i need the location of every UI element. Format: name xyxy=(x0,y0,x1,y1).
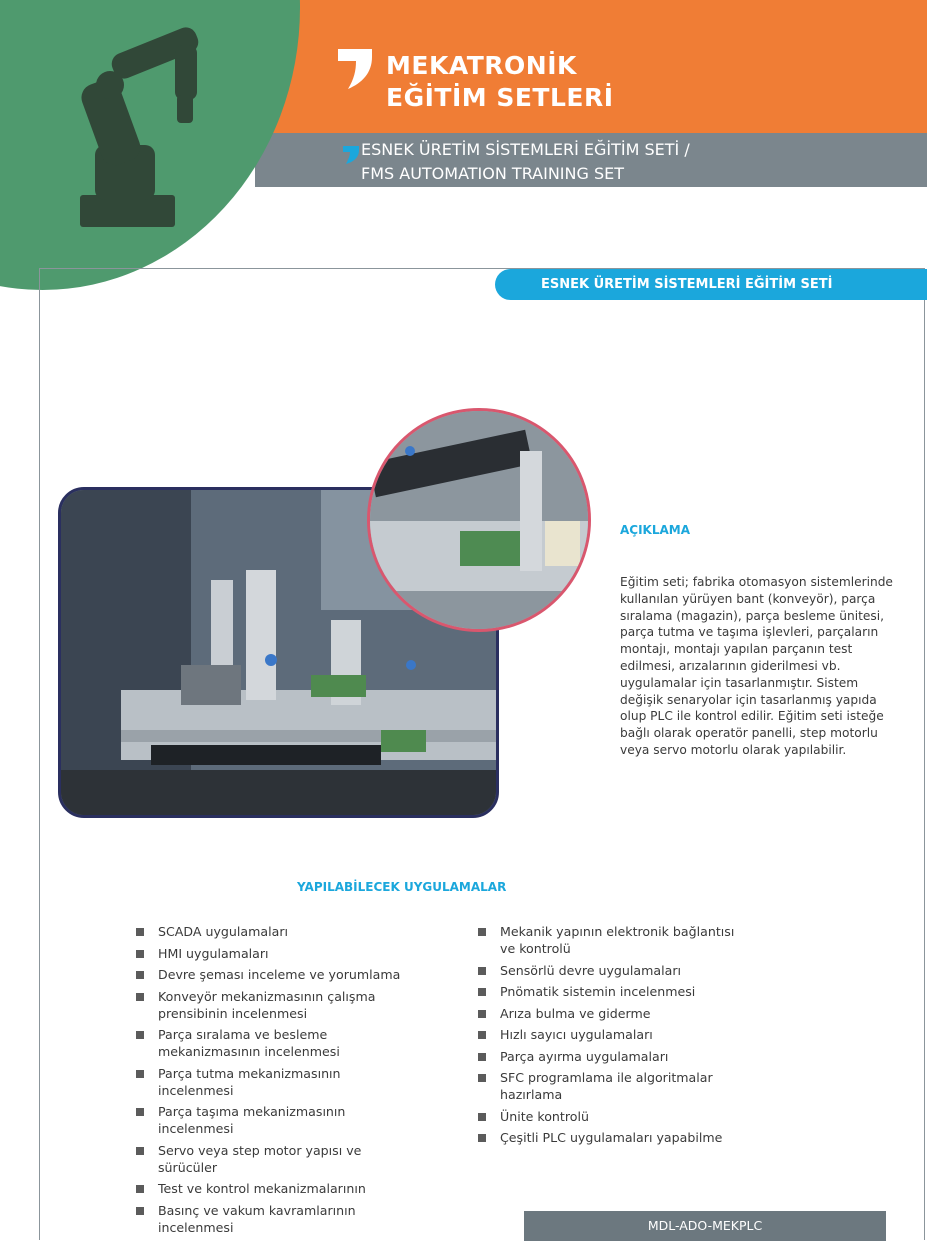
title-line-2: EĞİTİM SETLERİ xyxy=(386,83,614,112)
application-item xyxy=(136,1065,406,1099)
subtitle-mark-icon xyxy=(343,146,359,164)
application-item-label: Servo veya step motor yapısı ve sürücüler xyxy=(158,1142,362,1175)
application-item xyxy=(478,1026,748,1043)
bullet-square-icon xyxy=(136,1185,144,1193)
application-item xyxy=(478,962,748,979)
application-item xyxy=(478,983,748,1000)
bullet-square-icon xyxy=(478,1010,486,1018)
title-line-1: MEKATRONİK xyxy=(386,51,577,80)
bullet-square-icon xyxy=(136,1070,144,1078)
bullet-square-icon xyxy=(478,988,486,996)
application-item xyxy=(136,966,406,983)
bullet-square-icon xyxy=(478,928,486,936)
bullet-square-icon xyxy=(478,967,486,975)
application-item xyxy=(478,1069,748,1103)
description-text: Eğitim seti; fabrika otomasyon sistemlerinde kullanılan yürüyen bant (konveyör), parça sıralama (magazin), parça besleme ünitesi, parça tutma ve taşıma işlevleri, parçaların montajı, montajı yapılan parçanın test edilmesi, arızalarının giderilmesi vb. uygulamalar için tasarlanmıştır. Sistem değişik senaryolar için tasarlanmış yapıda olup PLC ile kontrol edilir. Eğitim seti isteğe bağlı olarak operatör panelli, step motorlu veya servo motorlu olarak yapılabilir. xyxy=(620,575,893,757)
application-item-label: Parça tutma mekanizmasının incelenmesi xyxy=(158,1065,341,1098)
application-item-label: Çeşitli PLC uygulamaları yapabilme xyxy=(500,1130,723,1145)
application-item xyxy=(136,1103,406,1137)
application-item xyxy=(478,1108,748,1125)
application-item-label: Basınç ve vakum kavramlarının incelenmesi xyxy=(158,1202,356,1235)
applications-heading: YAPILABİLECEK UYGULAMALAR xyxy=(297,880,507,894)
bullet-square-icon xyxy=(136,1207,144,1215)
application-item xyxy=(136,945,406,962)
application-item xyxy=(478,923,748,957)
conveyor-detail-illustration xyxy=(370,411,588,629)
applications-list-right xyxy=(478,923,748,1151)
bullet-square-icon xyxy=(478,1113,486,1121)
page-title xyxy=(386,50,614,114)
application-item xyxy=(136,1180,406,1197)
bullet-square-icon xyxy=(136,1031,144,1039)
application-item xyxy=(478,1129,748,1146)
bullet-square-icon xyxy=(478,1031,486,1039)
application-item-label: Parça sıralama ve besleme mekanizmasının incelenmesi xyxy=(158,1027,340,1059)
application-item xyxy=(136,988,406,1022)
application-item-label: Hızlı sayıcı uygulamaları xyxy=(500,1027,653,1042)
application-item xyxy=(478,1048,748,1065)
application-item xyxy=(478,1005,748,1022)
application-item-label: Konveyör mekanizmasının çalışma prensibinin incelenmesi xyxy=(158,988,376,1021)
application-item-label: HMI uygulamaları xyxy=(158,945,269,961)
bullet-square-icon xyxy=(136,928,144,936)
applications-list-left xyxy=(136,923,406,1240)
application-item-label: Arıza bulma ve giderme xyxy=(500,1005,651,1021)
bullet-square-icon xyxy=(136,971,144,979)
product-photo-detail xyxy=(367,408,591,632)
bullet-square-icon xyxy=(478,1134,486,1142)
description-heading: AÇIKLAMA xyxy=(620,523,691,537)
bullet-square-icon xyxy=(136,993,144,1001)
application-item xyxy=(136,1142,406,1176)
brand-mark-icon xyxy=(338,49,372,89)
application-item xyxy=(136,1026,406,1060)
product-code: MDL-ADO-MEKPLC xyxy=(647,1218,763,1233)
bullet-square-icon xyxy=(136,950,144,958)
application-item-label: Ünite kontrolü xyxy=(500,1108,589,1124)
bullet-square-icon xyxy=(478,1053,486,1061)
page-subtitle xyxy=(361,138,690,186)
application-item-label: Sensörlü devre uygulamaları xyxy=(500,962,682,978)
application-item-label: Parça taşıma mekanizmasının incelenmesi xyxy=(158,1104,346,1136)
bullet-square-icon xyxy=(478,1074,486,1082)
subtitle-line-1: ESNEK ÜRETİM SİSTEMLERİ EĞİTİM SETİ / xyxy=(361,140,690,159)
application-item-label: Devre şeması inceleme ve yorumlama xyxy=(158,967,401,982)
subtitle-line-2: FMS AUTOMATION TRAINING SET xyxy=(361,164,625,183)
application-item-label: Test ve kontrol mekanizmalarının xyxy=(158,1181,366,1196)
application-item-label: SCADA uygulamaları xyxy=(158,924,289,939)
bullet-square-icon xyxy=(136,1147,144,1155)
application-item-label: Pnömatik sistemin incelenmesi xyxy=(500,984,696,999)
application-item xyxy=(136,1202,406,1236)
header-green-circle xyxy=(0,0,300,290)
application-item xyxy=(136,923,406,940)
robot-arm-icon xyxy=(55,25,230,285)
section-tab xyxy=(495,269,927,300)
product-code-badge xyxy=(524,1211,886,1241)
section-tab-label: ESNEK ÜRETİM SİSTEMLERİ EĞİTİM SETİ xyxy=(541,277,833,292)
application-item-label: SFC programlama ile algoritmalar hazırlama xyxy=(500,1070,713,1102)
bullet-square-icon xyxy=(136,1108,144,1116)
application-item-label: Parça ayırma uygulamaları xyxy=(500,1048,669,1064)
application-item-label: Mekanik yapının elektronik bağlantısı ve kontrolü xyxy=(500,924,735,956)
